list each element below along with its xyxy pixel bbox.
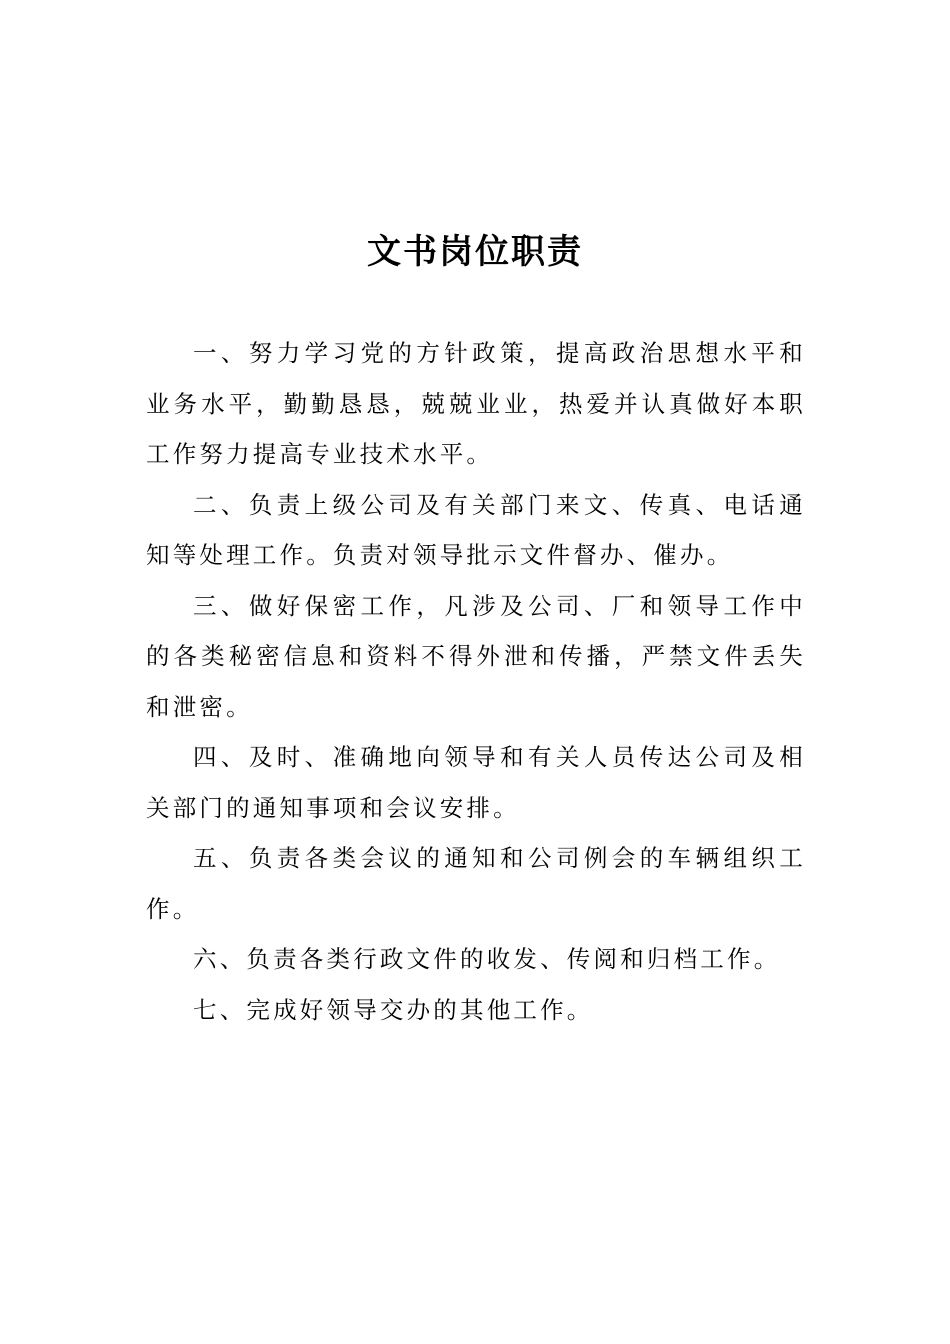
duty-paragraph-4: 四、及时、准确地向领导和有关人员传达公司及相关部门的通知事项和会议安排。 (146, 743, 806, 822)
document-title: 文书岗位职责 (367, 232, 583, 272)
duty-paragraph-7: 七、完成好领导交办的其他工作。 (193, 995, 594, 1024)
duty-paragraph-5: 五、负责各类会议的通知和公司例会的车辆组织工作。 (146, 844, 806, 923)
duty-paragraph-1: 一、努力学习党的方针政策，提高政治思想水平和业务水平，勤勤恳恳，兢兢业业，热爱并认真做好本职工作努力提高专业技术水平。 (146, 339, 806, 468)
duty-paragraph-6: 六、负责各类行政文件的收发、传阅和归档工作。 (193, 945, 781, 973)
document-body (146, 328, 806, 1035)
duty-paragraph-3: 三、做好保密工作，凡涉及公司、厂和领导工作中的各类秘密信息和资料不得外泄和传播，严禁文件丢失和泄密。 (146, 591, 806, 721)
duty-paragraph-2: 二、负责上级公司及有关部门来文、传真、电话通知等处理工作。负责对领导批示文件督办、催办。 (146, 490, 806, 569)
